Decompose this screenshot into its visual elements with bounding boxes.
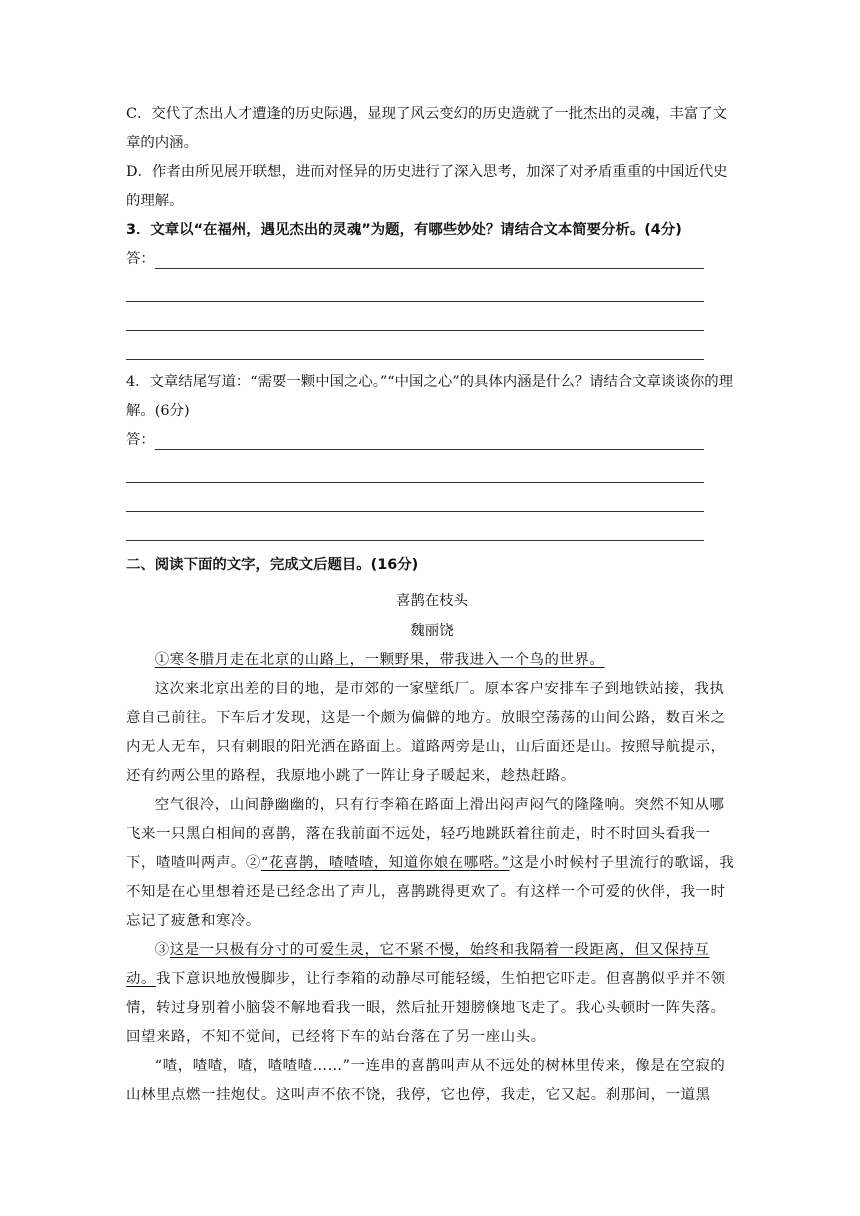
question-4: 4．文章结尾写道：“需要一颗中国之心。”“中国之心”的具体内涵是什么？请结合文章谈谈你的理解。(6分) <box>126 374 734 419</box>
answer-area-q3[interactable] <box>126 245 738 360</box>
paragraph-text: 我下意识地放慢脚步，让行李箱的动静尽可能轻缓，生怕把它吓走。但喜鹊似乎并不领情，转过身别着小脑袋不解地看我一眼，然后扯开翅膀倏地飞走了。我心头顿时一阵失落。回望来路，不知不觉间，已经将下车的站台落在了另一座山头。 <box>126 971 726 1045</box>
paragraph-marker: ③ <box>154 942 170 958</box>
story-paragraph-1 <box>126 646 738 675</box>
underlined-sentence-3: 这是一只极有分寸的可爱生灵，它不紧不慢，始终和我隔着一段距离，但又保持互动。 <box>126 942 710 987</box>
answer-line[interactable] <box>126 273 704 302</box>
answer-line[interactable] <box>126 483 704 512</box>
paragraph-text: 这是小时候村子里流行的歌谣，我不知是在心里想着还是已经念出了声儿，喜鹊跳得更欢了。有这样一个可爱的伙伴，我一时忘记了疲惫和寒冷。 <box>126 855 735 929</box>
answer-label: 答： <box>126 432 155 448</box>
story-paragraph-2: 这次来北京出差的目的地，是市郊的一家壁纸厂。原本客户安排车子到地铁站接，我执意自己前往。下车后才发现，这是一个颇为偏僻的地方。放眼空荡荡的山间公路，数百米之内无人无车，只有刺眼的阳光洒在路面上。道路两旁是山，山后面还是山。按照导航提示，还有约两公里的路程，我原地小跳了一阵让身子暖起来，趁热赶路。 <box>126 681 726 784</box>
answer-area-q4[interactable] <box>126 426 738 541</box>
answer-line[interactable] <box>155 248 704 269</box>
option-c: C．交代了杰出人才遭逢的历史际遇，显现了风云变幻的历史造就了一批杰出的灵魂，丰富了文章的内涵。 <box>126 106 728 151</box>
answer-line[interactable] <box>126 331 704 360</box>
story-paragraph-3 <box>126 791 738 936</box>
underlined-sentence-1: ①寒冬腊月走在北京的山路上，一颗野果，带我进入一个鸟的世界。 <box>154 652 605 668</box>
answer-line[interactable] <box>126 302 704 331</box>
answer-label: 答： <box>126 251 155 267</box>
story-author: 魏丽饶 <box>410 623 454 639</box>
underlined-sentence-2: “花喜鹊，喳喳喳，知道你娘在哪嗒。” <box>260 855 510 871</box>
story-paragraph-4 <box>126 936 738 1052</box>
story-title: 喜鹊在枝头 <box>396 593 468 609</box>
section-heading: 二、阅读下面的文字，完成文后题目。(16分) <box>126 557 419 573</box>
answer-line[interactable] <box>126 512 704 541</box>
answer-line[interactable] <box>155 429 704 450</box>
document-page <box>126 100 738 1110</box>
answer-line[interactable] <box>126 454 704 483</box>
question-3: 3．文章以“在福州，遇见杰出的灵魂”为题，有哪些妙处？请结合文本简要分析。(4分) <box>126 222 682 238</box>
option-d: D．作者由所见展开联想，进而对怪异的历史进行了深入思考，加深了对矛盾重重的中国近代史的理解。 <box>126 164 728 209</box>
paragraph-text: 空气很冷，山间静幽幽的，只有行李箱在路面上滑出闷声闷气的隆隆响。突然不知从哪飞来一只黑白相间的喜鹊，落在我前面不远处，轻巧地跳跃着往前走，时不时回头看我一下，喳喳叫两声。② <box>126 797 725 871</box>
story-paragraph-5: “喳，喳喳，喳，喳喳喳……”一连串的喜鹊叫声从不远处的树林里传来，像是在空寂的山林里点燃一挂炮仗。这叫声不依不饶，我停，它也停，我走，它又起。刹那间，一道黑 <box>126 1058 726 1103</box>
